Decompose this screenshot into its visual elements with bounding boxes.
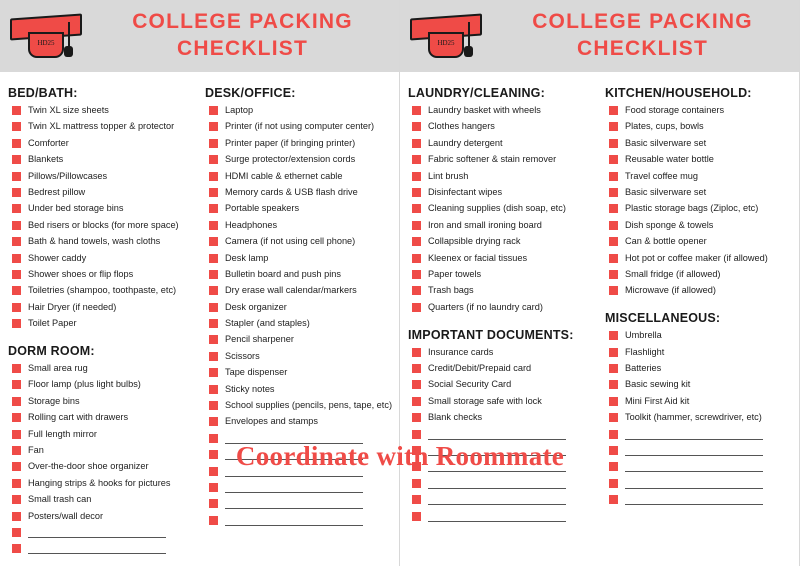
checkbox-icon[interactable] — [412, 270, 421, 279]
left-column-1 — [8, 82, 201, 560]
list-item[interactable]: Desk lamp — [205, 253, 393, 266]
list-item-blank[interactable] — [408, 461, 601, 474]
section-heading-important-documents: IMPORTANT DOCUMENTS: — [408, 327, 574, 342]
checkbox-icon[interactable] — [12, 413, 21, 422]
list-item[interactable]: Blank checks — [408, 412, 601, 425]
list-item[interactable]: Toolkit (hammer, screwdriver, etc) — [605, 412, 793, 425]
left-columns — [0, 72, 399, 560]
checkbox-icon[interactable] — [609, 364, 618, 373]
section-heading-desk-office: DESK/OFFICE: — [205, 86, 296, 100]
list-item[interactable]: Insurance cards — [408, 347, 601, 360]
checkbox-icon[interactable] — [609, 479, 618, 488]
list-item[interactable]: Laundry basket with wheels — [408, 105, 601, 118]
checkbox-icon[interactable] — [12, 495, 21, 504]
checkbox-icon[interactable] — [412, 254, 421, 263]
list-item[interactable]: Shower shoes or flip flops — [8, 269, 201, 282]
checkbox-icon[interactable] — [209, 385, 218, 394]
checkbox-icon[interactable] — [209, 237, 218, 246]
right-page-title: COLLEGE PACKING CHECKLIST — [532, 10, 753, 60]
checkbox-icon[interactable] — [209, 106, 218, 115]
list-item-blank[interactable] — [205, 498, 393, 511]
checkbox-icon[interactable] — [209, 483, 218, 492]
checkbox-icon[interactable] — [12, 270, 21, 279]
right-column-2 — [605, 82, 793, 527]
checkbox-icon[interactable] — [412, 495, 421, 504]
list-item[interactable]: Posters/wall decor — [8, 511, 201, 524]
checkbox-icon[interactable] — [412, 397, 421, 406]
checkbox-icon[interactable] — [412, 413, 421, 422]
list-item[interactable]: Bulletin board and push pins — [205, 269, 393, 282]
checkbox-icon[interactable] — [412, 462, 421, 471]
list-item-blank[interactable] — [605, 461, 793, 474]
write-in-line[interactable] — [428, 479, 566, 489]
list-item-blank[interactable] — [408, 494, 601, 507]
list-dorm-room — [8, 363, 201, 556]
section-heading-kitchen-household: KITCHEN/HOUSEHOLD: — [605, 86, 752, 100]
write-in-line[interactable] — [625, 430, 763, 440]
write-in-line[interactable] — [225, 467, 363, 477]
right-columns — [400, 72, 799, 527]
list-item[interactable]: Shower caddy — [8, 253, 201, 266]
write-in-line[interactable] — [625, 446, 763, 456]
checkbox-icon[interactable] — [209, 188, 218, 197]
checkbox-icon[interactable] — [609, 188, 618, 197]
list-important-documents — [408, 347, 601, 524]
write-in-line[interactable] — [428, 446, 566, 456]
list-item[interactable]: Dry erase wall calendar/markers — [205, 285, 393, 298]
list-item-blank[interactable] — [205, 433, 393, 446]
checkbox-icon[interactable] — [609, 413, 618, 422]
checkbox-icon[interactable] — [12, 446, 21, 455]
checkbox-icon[interactable] — [209, 254, 218, 263]
checkbox-icon[interactable] — [12, 544, 21, 553]
list-item-blank[interactable] — [605, 429, 793, 442]
checkbox-icon[interactable] — [209, 499, 218, 508]
list-item[interactable]: Batteries — [605, 363, 793, 376]
list-item[interactable]: Basic silverware set — [605, 187, 793, 200]
right-checklist-page — [400, 0, 800, 566]
left-page-title: COLLEGE PACKING CHECKLIST — [132, 10, 353, 60]
list-item[interactable]: Tape dispenser — [205, 367, 393, 380]
checkbox-icon[interactable] — [209, 434, 218, 443]
right-column-1 — [408, 82, 601, 527]
checkbox-icon[interactable] — [609, 139, 618, 148]
checkbox-icon[interactable] — [209, 122, 218, 131]
section-heading-miscellaneous: MISCELLANEOUS: — [605, 311, 721, 326]
checkbox-icon[interactable] — [609, 254, 618, 263]
write-in-line[interactable] — [428, 495, 566, 505]
checkbox-icon[interactable] — [209, 139, 218, 148]
list-item[interactable]: Small storage safe with lock — [408, 396, 601, 409]
checkbox-icon[interactable] — [12, 172, 21, 181]
list-item[interactable]: Headphones — [205, 220, 393, 233]
checkbox-icon[interactable] — [209, 172, 218, 181]
list-item[interactable]: Basic silverware set — [605, 138, 793, 151]
list-item[interactable]: Over-the-door shoe organizer — [8, 461, 201, 474]
list-item[interactable]: Laundry detergent — [408, 138, 601, 151]
graduation-cap-icon — [8, 6, 86, 66]
graduation-cap-icon — [408, 6, 486, 66]
checkbox-icon[interactable] — [412, 364, 421, 373]
list-item[interactable]: Toilet Paper — [8, 318, 201, 331]
list-item[interactable]: HDMI cable & ethernet cable — [205, 171, 393, 184]
section-heading-bed-bath: BED/BATH: — [8, 86, 78, 100]
list-item[interactable]: Hair Dryer (if needed) — [8, 302, 201, 315]
list-item[interactable]: Small trash can — [8, 494, 201, 507]
list-item[interactable]: Dish sponge & towels — [605, 220, 793, 233]
checkbox-icon[interactable] — [209, 467, 218, 476]
checkbox-icon[interactable] — [209, 221, 218, 230]
list-kitchen-household — [605, 105, 793, 298]
checkbox-icon[interactable] — [412, 348, 421, 357]
checkbox-icon[interactable] — [12, 479, 21, 488]
checkbox-icon[interactable] — [412, 172, 421, 181]
checkbox-icon[interactable] — [12, 319, 21, 328]
list-item[interactable]: Twin XL mattress topper & protector — [8, 121, 201, 134]
checkbox-icon[interactable] — [12, 122, 21, 131]
list-item[interactable]: Envelopes and stamps — [205, 416, 393, 429]
list-item[interactable]: Scissors — [205, 351, 393, 364]
checkbox-icon[interactable] — [209, 319, 218, 328]
list-item[interactable]: Bath & hand towels, wash cloths — [8, 236, 201, 249]
cap-logo-label: HD25 — [437, 39, 455, 47]
write-in-line[interactable] — [28, 528, 166, 538]
checkbox-icon[interactable] — [12, 364, 21, 373]
list-item[interactable]: Surge protector/extension cords — [205, 154, 393, 167]
list-item[interactable]: Printer paper (if bringing printer) — [205, 138, 393, 151]
section-heading-laundry-cleaning: LAUNDRY/CLEANING: — [408, 86, 545, 100]
checkbox-icon[interactable] — [609, 270, 618, 279]
list-item[interactable]: Clothes hangers — [408, 121, 601, 134]
write-in-line[interactable] — [625, 462, 763, 472]
list-item[interactable]: Hanging strips & hooks for pictures — [8, 478, 201, 491]
list-item-blank[interactable] — [8, 543, 201, 556]
write-in-line[interactable] — [225, 483, 363, 493]
list-bed-bath — [8, 105, 201, 331]
checkbox-icon[interactable] — [12, 221, 21, 230]
list-item[interactable]: Kleenex or facial tissues — [408, 253, 601, 266]
checkbox-icon[interactable] — [609, 462, 618, 471]
list-item[interactable]: Lint brush — [408, 171, 601, 184]
checkbox-icon[interactable] — [609, 348, 618, 357]
list-item-blank[interactable] — [205, 449, 393, 462]
list-item[interactable]: Plastic storage bags (Ziploc, etc) — [605, 203, 793, 216]
list-item[interactable]: Flashlight — [605, 347, 793, 360]
list-item-blank[interactable] — [605, 445, 793, 458]
checkbox-icon[interactable] — [12, 139, 21, 148]
write-in-line[interactable] — [225, 499, 363, 509]
checkbox-icon[interactable] — [609, 237, 618, 246]
checkbox-icon[interactable] — [412, 204, 421, 213]
list-miscellaneous — [605, 330, 793, 507]
list-item-blank[interactable] — [205, 482, 393, 495]
list-item[interactable]: Trash bags — [408, 285, 601, 298]
list-item[interactable]: Plates, cups, bowls — [605, 121, 793, 134]
checkbox-icon[interactable] — [412, 286, 421, 295]
list-item[interactable]: Laptop — [205, 105, 393, 118]
checkbox-icon[interactable] — [609, 172, 618, 181]
write-in-line[interactable] — [428, 430, 566, 440]
list-item-blank[interactable] — [205, 466, 393, 479]
checkbox-icon[interactable] — [12, 254, 21, 263]
list-item[interactable]: Sticky notes — [205, 384, 393, 397]
list-item[interactable]: Paper towels — [408, 269, 601, 282]
checkbox-icon[interactable] — [209, 204, 218, 213]
checkbox-icon[interactable] — [412, 446, 421, 455]
overlay-caption: Coordinate with Roommate — [235, 441, 565, 471]
list-item[interactable]: Fabric softener & stain remover — [408, 154, 601, 167]
checkbox-icon[interactable] — [412, 512, 421, 521]
list-item[interactable]: Full length mirror — [8, 429, 201, 442]
list-item[interactable]: Floor lamp (plus light bulbs) — [8, 379, 201, 392]
list-item[interactable]: Social Security Card — [408, 379, 601, 392]
write-in-line[interactable] — [625, 495, 763, 505]
write-in-line[interactable] — [28, 544, 166, 554]
list-item-blank[interactable] — [408, 445, 601, 458]
list-item[interactable]: Microwave (if allowed) — [605, 285, 793, 298]
list-item[interactable]: Small area rug — [8, 363, 201, 376]
list-item[interactable]: Iron and small ironing board — [408, 220, 601, 233]
checkbox-icon[interactable] — [609, 430, 618, 439]
write-in-line[interactable] — [225, 434, 363, 444]
list-item[interactable]: Cleaning supplies (dish soap, etc) — [408, 203, 601, 216]
list-laundry-cleaning — [408, 105, 601, 315]
checkbox-icon[interactable] — [12, 188, 21, 197]
checkbox-icon[interactable] — [209, 401, 218, 410]
checkbox-icon[interactable] — [412, 122, 421, 131]
checkbox-icon[interactable] — [412, 380, 421, 389]
checkbox-icon[interactable] — [412, 221, 421, 230]
checkbox-icon[interactable] — [12, 380, 21, 389]
checkbox-icon[interactable] — [609, 106, 618, 115]
list-item[interactable]: Bedrest pillow — [8, 187, 201, 200]
checkbox-icon[interactable] — [209, 352, 218, 361]
list-item[interactable]: Collapsible drying rack — [408, 236, 601, 249]
list-item[interactable]: Twin XL size sheets — [8, 105, 201, 118]
list-item[interactable]: Small fridge (if allowed) — [605, 269, 793, 282]
list-item[interactable]: Storage bins — [8, 396, 201, 409]
list-item[interactable]: Portable speakers — [205, 203, 393, 216]
list-item-blank[interactable] — [205, 515, 393, 528]
checkbox-icon[interactable] — [12, 528, 21, 537]
checkbox-icon[interactable] — [12, 106, 21, 115]
checkbox-icon[interactable] — [12, 204, 21, 213]
checkbox-icon[interactable] — [209, 450, 218, 459]
list-item[interactable]: Food storage containers — [605, 105, 793, 118]
checkbox-icon[interactable] — [12, 286, 21, 295]
write-in-line[interactable] — [225, 516, 363, 526]
checkbox-icon[interactable] — [412, 139, 421, 148]
checkbox-icon[interactable] — [609, 122, 618, 131]
checkbox-icon[interactable] — [12, 237, 21, 246]
list-item-blank[interactable] — [408, 478, 601, 491]
checkbox-icon[interactable] — [609, 204, 618, 213]
list-item[interactable]: Bed risers or blocks (for more space) — [8, 220, 201, 233]
list-item[interactable]: Pillows/Pillowcases — [8, 171, 201, 184]
checkbox-icon[interactable] — [609, 221, 618, 230]
checkbox-icon[interactable] — [209, 516, 218, 525]
write-in-line[interactable] — [225, 450, 363, 460]
checkbox-icon[interactable] — [609, 155, 618, 164]
checkbox-icon[interactable] — [609, 380, 618, 389]
write-in-line[interactable] — [428, 512, 566, 522]
list-item[interactable]: Travel coffee mug — [605, 171, 793, 184]
write-in-line[interactable] — [625, 479, 763, 489]
checkbox-icon[interactable] — [209, 417, 218, 426]
checkbox-icon[interactable] — [412, 155, 421, 164]
list-desk-office — [205, 105, 393, 528]
list-item[interactable]: Disinfectant wipes — [408, 187, 601, 200]
checkbox-icon[interactable] — [412, 303, 421, 312]
list-item[interactable]: Can & bottle opener — [605, 236, 793, 249]
list-item[interactable]: School supplies (pencils, pens, tape, etc) — [205, 400, 393, 413]
right-page-header — [400, 0, 799, 72]
checkbox-icon[interactable] — [12, 430, 21, 439]
list-item[interactable]: Printer (if not using computer center) — [205, 121, 393, 134]
list-item[interactable]: Pencil sharpener — [205, 334, 393, 347]
checkbox-icon[interactable] — [412, 188, 421, 197]
checkbox-icon[interactable] — [209, 303, 218, 312]
checkbox-icon[interactable] — [609, 331, 618, 340]
list-item[interactable]: Basic sewing kit — [605, 379, 793, 392]
list-item-blank[interactable] — [408, 429, 601, 442]
checkbox-icon[interactable] — [12, 155, 21, 164]
list-item[interactable]: Memory cards & USB flash drive — [205, 187, 393, 200]
list-item-blank[interactable] — [8, 527, 201, 540]
checkbox-icon[interactable] — [209, 335, 218, 344]
list-item[interactable]: Mini First Aid kit — [605, 396, 793, 409]
write-in-line[interactable] — [428, 462, 566, 472]
list-item[interactable]: Quarters (if no laundry card) — [408, 302, 601, 315]
list-item[interactable]: Hot pot or coffee maker (if allowed) — [605, 253, 793, 266]
checkbox-icon[interactable] — [609, 446, 618, 455]
list-item[interactable]: Credit/Debit/Prepaid card — [408, 363, 601, 376]
list-item[interactable]: Comforter — [8, 138, 201, 151]
section-heading-dorm-room: DORM ROOM: — [8, 344, 95, 359]
checkbox-icon[interactable] — [209, 270, 218, 279]
list-item[interactable]: Fan — [8, 445, 201, 458]
left-column-2 — [205, 82, 393, 560]
checkbox-icon[interactable] — [209, 155, 218, 164]
left-page-header — [0, 0, 399, 72]
list-item[interactable]: Umbrella — [605, 330, 793, 343]
list-item[interactable]: Toiletries (shampoo, toothpaste, etc) — [8, 285, 201, 298]
list-item[interactable]: Camera (if not using cell phone) — [205, 236, 393, 249]
list-item[interactable]: Reusable water bottle — [605, 154, 793, 167]
checkbox-icon[interactable] — [12, 303, 21, 312]
checkbox-icon[interactable] — [412, 430, 421, 439]
list-item[interactable]: Desk organizer — [205, 302, 393, 315]
list-item-blank[interactable] — [605, 478, 793, 491]
checkbox-icon[interactable] — [12, 397, 21, 406]
checkbox-icon[interactable] — [12, 512, 21, 521]
checkbox-icon[interactable] — [412, 479, 421, 488]
checkbox-icon[interactable] — [609, 397, 618, 406]
checkbox-icon[interactable] — [609, 495, 618, 504]
checkbox-icon[interactable] — [412, 237, 421, 246]
list-item-blank[interactable] — [605, 494, 793, 507]
checkbox-icon[interactable] — [412, 106, 421, 115]
checkbox-icon[interactable] — [609, 286, 618, 295]
list-item[interactable]: Rolling cart with drawers — [8, 412, 201, 425]
checkbox-icon[interactable] — [209, 368, 218, 377]
cap-logo-label: HD25 — [37, 39, 55, 47]
list-item[interactable]: Under bed storage bins — [8, 203, 201, 216]
checkbox-icon[interactable] — [209, 286, 218, 295]
list-item-blank[interactable] — [408, 511, 601, 524]
checkbox-icon[interactable] — [12, 462, 21, 471]
list-item[interactable]: Blankets — [8, 154, 201, 167]
list-item[interactable]: Stapler (and staples) — [205, 318, 393, 331]
